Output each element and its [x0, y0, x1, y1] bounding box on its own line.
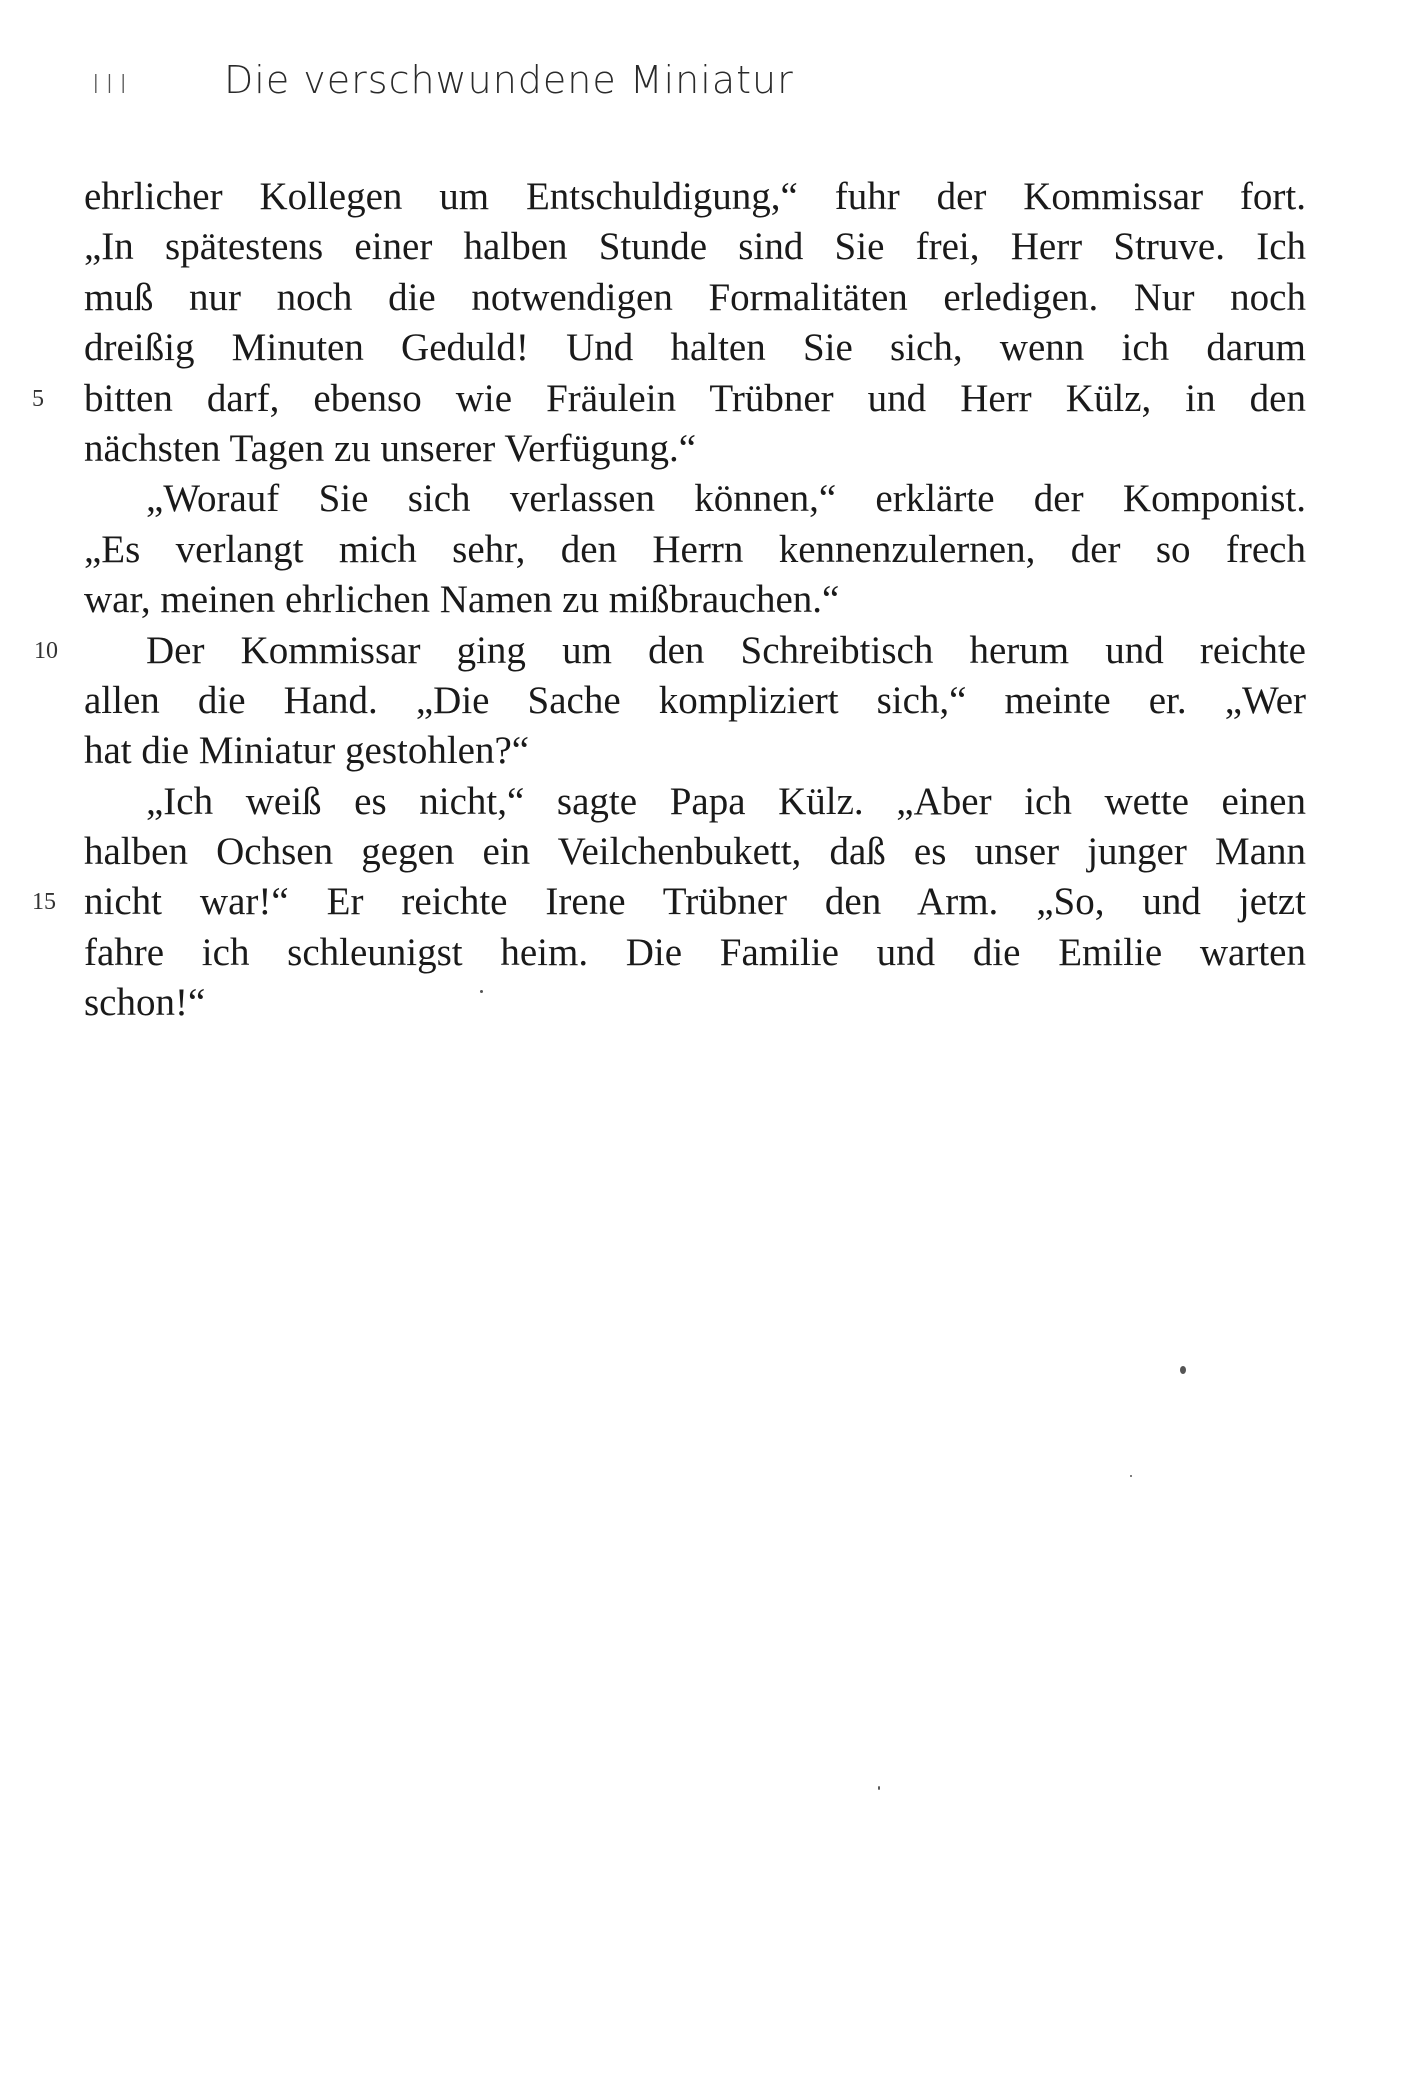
text-line: hat die Miniatur gestohlen?“ — [84, 729, 530, 773]
text-line: „Ich weiß es nicht,“ sagte Papa Külz. „Aber ich wette einen — [146, 779, 1306, 823]
text-line: allen die Hand. „Die Sache kompliziert sich,“ meinte er. „Wer — [84, 678, 1306, 722]
body-text — [32, 172, 1306, 1029]
text-line: 10 Der Kommissar ging um den Schreibtisch herum und reichte — [84, 626, 1306, 676]
scan-speck — [1130, 1475, 1132, 1477]
text-line: dreißig Minuten Geduld! Und halten Sie sich, wenn ich darum — [84, 326, 1306, 370]
text-line: nächsten Tagen zu unserer Verfügung.“ — [84, 426, 697, 470]
text-line: fahre ich schleunigst heim. Die Familie und die Emilie warten — [84, 930, 1306, 974]
scan-speck — [878, 1786, 880, 1790]
text-line: ehrlicher Kollegen um Entschuldigung,“ fuhr der Kommissar fort. — [84, 175, 1306, 218]
text-line: „In spätestens einer halben Stunde sind Sie frei, Herr Struve. Ich — [84, 225, 1306, 269]
line-number: 5 — [32, 385, 44, 412]
text-line: 5 bitten darf, ebenso wie Fräulein Trübner und Herr Külz, in den — [84, 374, 1306, 424]
scan-speck — [480, 990, 483, 993]
scan-speck — [1180, 1366, 1186, 1374]
text-line: „Worauf Sie sich verlassen können,“ erklärte der Komponist. — [146, 477, 1306, 521]
text-line: halben Ochsen gegen ein Veilchenbukett, daß es unser junger Mann — [84, 830, 1306, 874]
text-line: „Es verlangt mich sehr, den Herrn kennenzulernen, der so frech — [84, 527, 1306, 571]
running-title: Die verschwundene Miniatur — [224, 58, 794, 102]
line-number: 10 — [34, 637, 58, 664]
text-line: war, meinen ehrlichen Namen zu mißbrauchen.“ — [84, 578, 840, 622]
page-number: III — [92, 70, 134, 100]
line-number: 15 — [32, 889, 56, 916]
text-line: schon!“ — [84, 981, 206, 1025]
running-header — [92, 58, 794, 102]
text-line: 15 nicht war!“ Er reichte Irene Trübner den Arm. „So, und jetzt — [84, 877, 1306, 927]
text-line: muß nur noch die notwendigen Formalitäten erledigen. Nur noch — [84, 275, 1306, 319]
